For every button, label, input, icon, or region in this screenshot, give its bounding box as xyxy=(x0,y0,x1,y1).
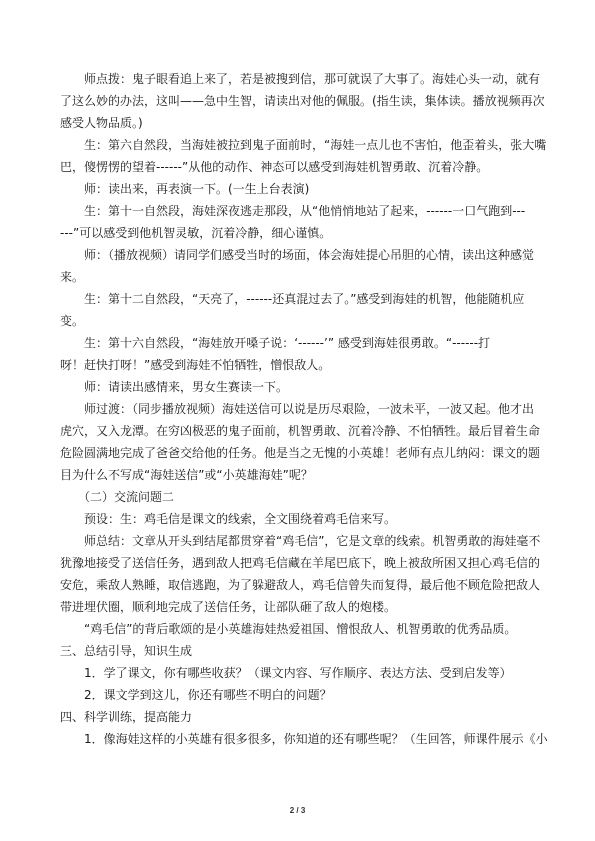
text-line: 师：请读出感情来，男女生赛读一下。 xyxy=(60,380,289,394)
text-line: 生：第六自然段，当海娃被拉到鬼子面前时，“海娃一点儿也不害怕，他歪着头，张大嘴 xyxy=(60,138,547,152)
text-line: 师：（播放视频）请同学们感受当时的场面，体会海娃提心吊胆的心情，读出这种感觉 xyxy=(60,248,535,262)
text-line: 预设：生：鸡毛信是课文的线索，全文围绕着鸡毛信来写。 xyxy=(60,512,397,526)
text-line: 带进埋伏圈，顺利地完成了送信任务，让部队砸了敌人的炮楼。 xyxy=(60,600,397,614)
text-line: 1．学了课文，你有哪些收获？（课文内容、写作顺序、表达方法、受到启发等） xyxy=(60,666,512,680)
text-line: 虎穴，又入龙潭。在穷凶极恶的鬼子面前，机智勇敢、沉着冷静、不怕牺牲。最后冒着生命 xyxy=(60,424,541,438)
text-line: ---”可以感受到他机智灵敏，沉着冷静，细心谨慎。 xyxy=(60,226,332,240)
text-line: 了这么妙的办法，这叫——急中生智，请读出对他的佩服。(指生读，集体读。播放视频再次 xyxy=(60,94,545,108)
text-line: 师：读出来，再表演一下。(一生上台表演) xyxy=(60,182,310,196)
text-line: （二）交流问题二 xyxy=(60,490,175,504)
text-line: 三、总结引导，知识生成 xyxy=(60,644,193,658)
text-line: 生：第十二自然段，“天亮了，------还真混过去了。”感受到海娃的机智，他能随机应 xyxy=(60,292,525,306)
text-line: 危险圆满地完成了爸爸交给他的任务。他是当之无愧的小英雄！老师有点儿纳闷：课文的题 xyxy=(60,446,541,460)
text-line: 师过渡：（同步播放视频）海娃送信可以说是历尽艰险，一波未平，一波又起。他才出 xyxy=(60,402,535,416)
text-line: 师总结：文章从开头到结尾都贯穿着“鸡毛信”，它是文章的线索。机智勇敢的海娃毫不 xyxy=(60,534,541,548)
text-line: 四、科学训练，提高能力 xyxy=(60,710,193,724)
page-number: 2 / 3 xyxy=(289,806,306,815)
text-line: 呀！赶快打呀！”感受到海娃不怕牺牲，憎恨敌人。 xyxy=(60,358,331,372)
text-line: 来。 xyxy=(60,270,85,284)
text-line: “鸡毛信”的背后歌颂的是小英雄海娃热爱祖国、憎恨敌人、机智勇敢的优秀品质。 xyxy=(60,622,517,636)
text-line: 变。 xyxy=(60,314,85,328)
text-line: 目为什么不写成“海娃送信”或“小英雄海娃”呢？ xyxy=(60,468,313,482)
text-line: 生：第十一自然段，海娃深夜逃走那段，从“他悄悄地站了起来，------一口气跑到--- xyxy=(60,204,526,218)
document-body xyxy=(60,68,548,750)
text-line: 巴，傻愣愣的望着------”从他的动作、神态可以感受到海娃机智勇敢、沉着冷静。 xyxy=(60,160,489,174)
text-line: 安危，乘敌人熟睡，取信逃跑，为了躲避敌人，鸡毛信曾失而复得，最后他不顾危险把敌人 xyxy=(60,578,541,592)
text-line: 师点拨：鬼子眼看追上来了，若是被搜到信，那可就误了大事了。海娃心头一动，就有 xyxy=(60,72,541,86)
text-line: 感受人物品质。) xyxy=(60,116,143,130)
text-line: 犹豫地接受了送信任务，遇到敌人把鸡毛信藏在羊尾巴底下，晚上被敌所困又担心鸡毛信的 xyxy=(60,556,541,570)
text-line: 2．课文学到这儿，你还有哪些不明白的问题？ xyxy=(60,688,332,702)
text-line: 生：第十六自然段，“海娃放开嗓子说：‘------’” 感受到海娃很勇敢。“------打 xyxy=(60,336,491,350)
text-line: 1．像海娃这样的小英雄有很多很多，你知道的还有哪些呢？（生回答，师课件展示《小 xyxy=(60,732,548,746)
